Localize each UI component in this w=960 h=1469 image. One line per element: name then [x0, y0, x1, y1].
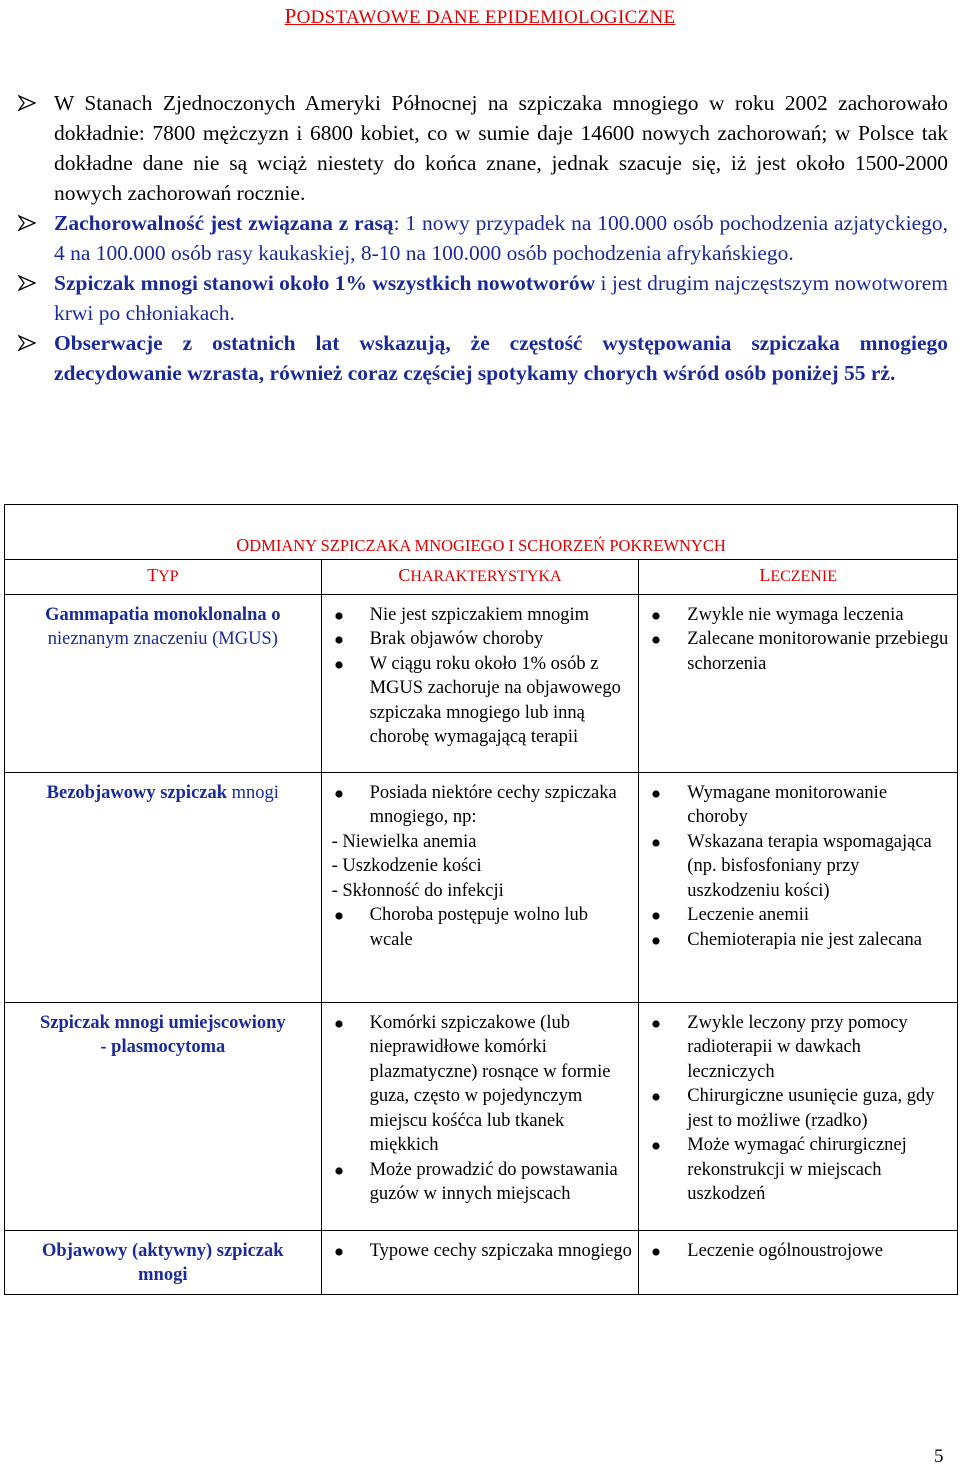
type-cell: Gammapatia monoklonalna o nieznanym znaczeniu (MGUS) — [5, 594, 322, 772]
dot-bullet-icon — [652, 1248, 660, 1256]
dot-bullet-icon — [652, 636, 660, 644]
epidemiology-bullet-list — [18, 88, 948, 388]
dot-bullet-icon — [652, 1142, 660, 1150]
header-typ: TYP — [5, 559, 322, 594]
dot-bullet-icon — [652, 1093, 660, 1101]
list-item: - Skłonność do infekcji — [331, 880, 504, 901]
treatment-cell — [639, 1002, 958, 1230]
bullet-bold-text: Szpiczak mnogi stanowi około 1% wszystkich nowotworów — [54, 271, 596, 295]
bullet-bold-text: Zachorowalność jest związana z rasą — [54, 211, 394, 235]
dot-bullet-icon — [652, 1020, 660, 1028]
list-item: Może prowadzić do powstawania guzów w innych miejscach — [332, 1158, 633, 1207]
list-item: Zwykle leczony przy pomocy radioterapii w dawkach leczniczych — [649, 1011, 951, 1085]
characteristics-cell — [321, 772, 639, 1002]
bullet-item — [18, 208, 948, 268]
dot-bullet-icon — [335, 1167, 343, 1175]
page-title-rest: ODSTAWOWE DANE EPIDEMIOLOGICZNE — [296, 7, 676, 28]
list-item: Może wymagać chirurgicznej rekonstrukcji w miejscach uszkodzeń — [649, 1133, 951, 1207]
bullet-bold-text: Obserwacje z ostatnich lat wskazują, że częstość występowania szpiczaka mnogiego zdecydowanie wzrasta, również coraz częściej spotykamy chorych wśród osób poniżej 55 rż. — [54, 331, 948, 385]
table-title-rest: DMIANY SZPICZAKA MNOGIEGO I SCHORZEŃ POKREWNYCH — [249, 536, 726, 555]
dot-bullet-icon — [335, 1020, 343, 1028]
treatment-cell — [639, 1230, 958, 1294]
type-cell: Szpiczak mnogi umiejscowiony - plasmocytoma — [5, 1002, 322, 1230]
dot-bullet-icon — [335, 636, 343, 644]
page-title — [0, 4, 960, 29]
arrow-bullet-icon — [18, 95, 36, 111]
treatment-cell — [639, 594, 958, 772]
header-leczenie: LECZENIE — [639, 559, 958, 594]
list-item: Chirurgiczne usunięcie guza, gdy jest to możliwe (rzadko) — [649, 1084, 951, 1133]
list-item: Posiada niektóre cechy szpiczaka mnogiego, np: — [332, 781, 633, 830]
dot-bullet-icon — [652, 937, 660, 945]
table-header-row — [5, 559, 958, 594]
bullet-item — [18, 328, 948, 388]
dot-bullet-icon — [335, 612, 343, 620]
characteristics-cell — [321, 1002, 639, 1230]
dot-bullet-icon — [652, 839, 660, 847]
list-item: Zalecane monitorowanie przebiegu schorzenia — [649, 627, 951, 676]
dot-bullet-icon — [335, 790, 343, 798]
list-item: Choroba postępuje wolno lub wcale — [332, 903, 633, 952]
list-item: Komórki szpiczakowe (lub nieprawidłowe komórki plazmatyczne) rosnące w formie guza, często w pojedynczym miejscu kośćca lub tkanek miękkich — [332, 1011, 633, 1158]
list-item: Nie jest szpiczakiem mnogim — [332, 603, 633, 628]
header-charakterystyka: CHARAKTERYSTYKA — [321, 559, 639, 594]
table-row — [5, 594, 958, 772]
arrow-bullet-icon — [18, 335, 36, 351]
list-item: Wskazana terapia wspomagająca (np. bisfosfoniany przy uszkodzeniu kości) — [649, 830, 951, 904]
page-title-initial: P — [284, 4, 297, 28]
list-item: Leczenie ogólnoustrojowe — [649, 1239, 951, 1264]
type-cell: Objawowy (aktywny) szpiczak mnogi — [5, 1230, 322, 1294]
bullet-item — [18, 88, 948, 208]
list-item: Brak objawów choroby — [332, 627, 633, 652]
list-item: - Niewielka anemia — [331, 831, 477, 852]
table-title-initial: O — [236, 535, 250, 555]
list-item: Zwykle nie wymaga leczenia — [649, 603, 951, 628]
list-item: W ciągu roku około 1% osób z MGUS zachoruje na objawowego szpiczaka mnogiego lub inną chorobę wymagającą terapii — [332, 652, 633, 750]
dot-bullet-icon — [652, 790, 660, 798]
characteristics-cell — [321, 594, 639, 772]
dot-bullet-icon — [652, 912, 660, 920]
arrow-bullet-icon — [18, 275, 36, 291]
table-row — [5, 1002, 958, 1230]
page-number: 5 — [934, 1446, 944, 1467]
type-cell: Bezobjawowy szpiczak mnogi — [5, 772, 322, 1002]
bullet-text: i jest drugim najczęstszym nowotworem krwi po chłoniakach. — [54, 271, 949, 325]
list-item: - Uszkodzenie kości — [331, 856, 482, 876]
dot-bullet-icon — [335, 912, 343, 920]
treatment-cell — [639, 772, 958, 1002]
dot-bullet-icon — [335, 661, 343, 669]
list-item: Leczenie anemii — [649, 903, 951, 928]
bullet-item — [18, 268, 948, 328]
table-row — [5, 1230, 958, 1294]
dot-bullet-icon — [652, 612, 660, 620]
characteristics-cell — [321, 1230, 639, 1294]
dot-bullet-icon — [335, 1248, 343, 1256]
table-row — [5, 772, 958, 1002]
table-title — [5, 505, 958, 560]
list-item: Wymagane monitorowanie choroby — [649, 781, 951, 830]
bullet-text: : 1 nowy przypadek na 100.000 osób pochodzenia azjatyckiego, 4 na 100.000 osób rasy kaukaskiej, 8-10 na 100.000 osób pochodzenia afrykańskiego. — [54, 211, 948, 265]
myeloma-types-table — [4, 504, 958, 1295]
bullet-text: W Stanach Zjednoczonych Ameryki Północnej na szpiczaka mnogiego w roku 2002 zachorowało dokładnie: 7800 mężczyzn i 6800 kobiet, co w sumie daje 14600 nowych zachorowań; w Polsce tak dokładne dane nie są wciąż niestety do końca znane, jednak szacuje się, iż jest około 1500-2000 nowych zachorowań rocznie. — [54, 91, 948, 205]
list-item: Chemioterapia nie jest zalecana — [649, 928, 951, 953]
list-item: Typowe cechy szpiczaka mnogiego — [332, 1239, 633, 1264]
arrow-bullet-icon — [18, 215, 36, 231]
